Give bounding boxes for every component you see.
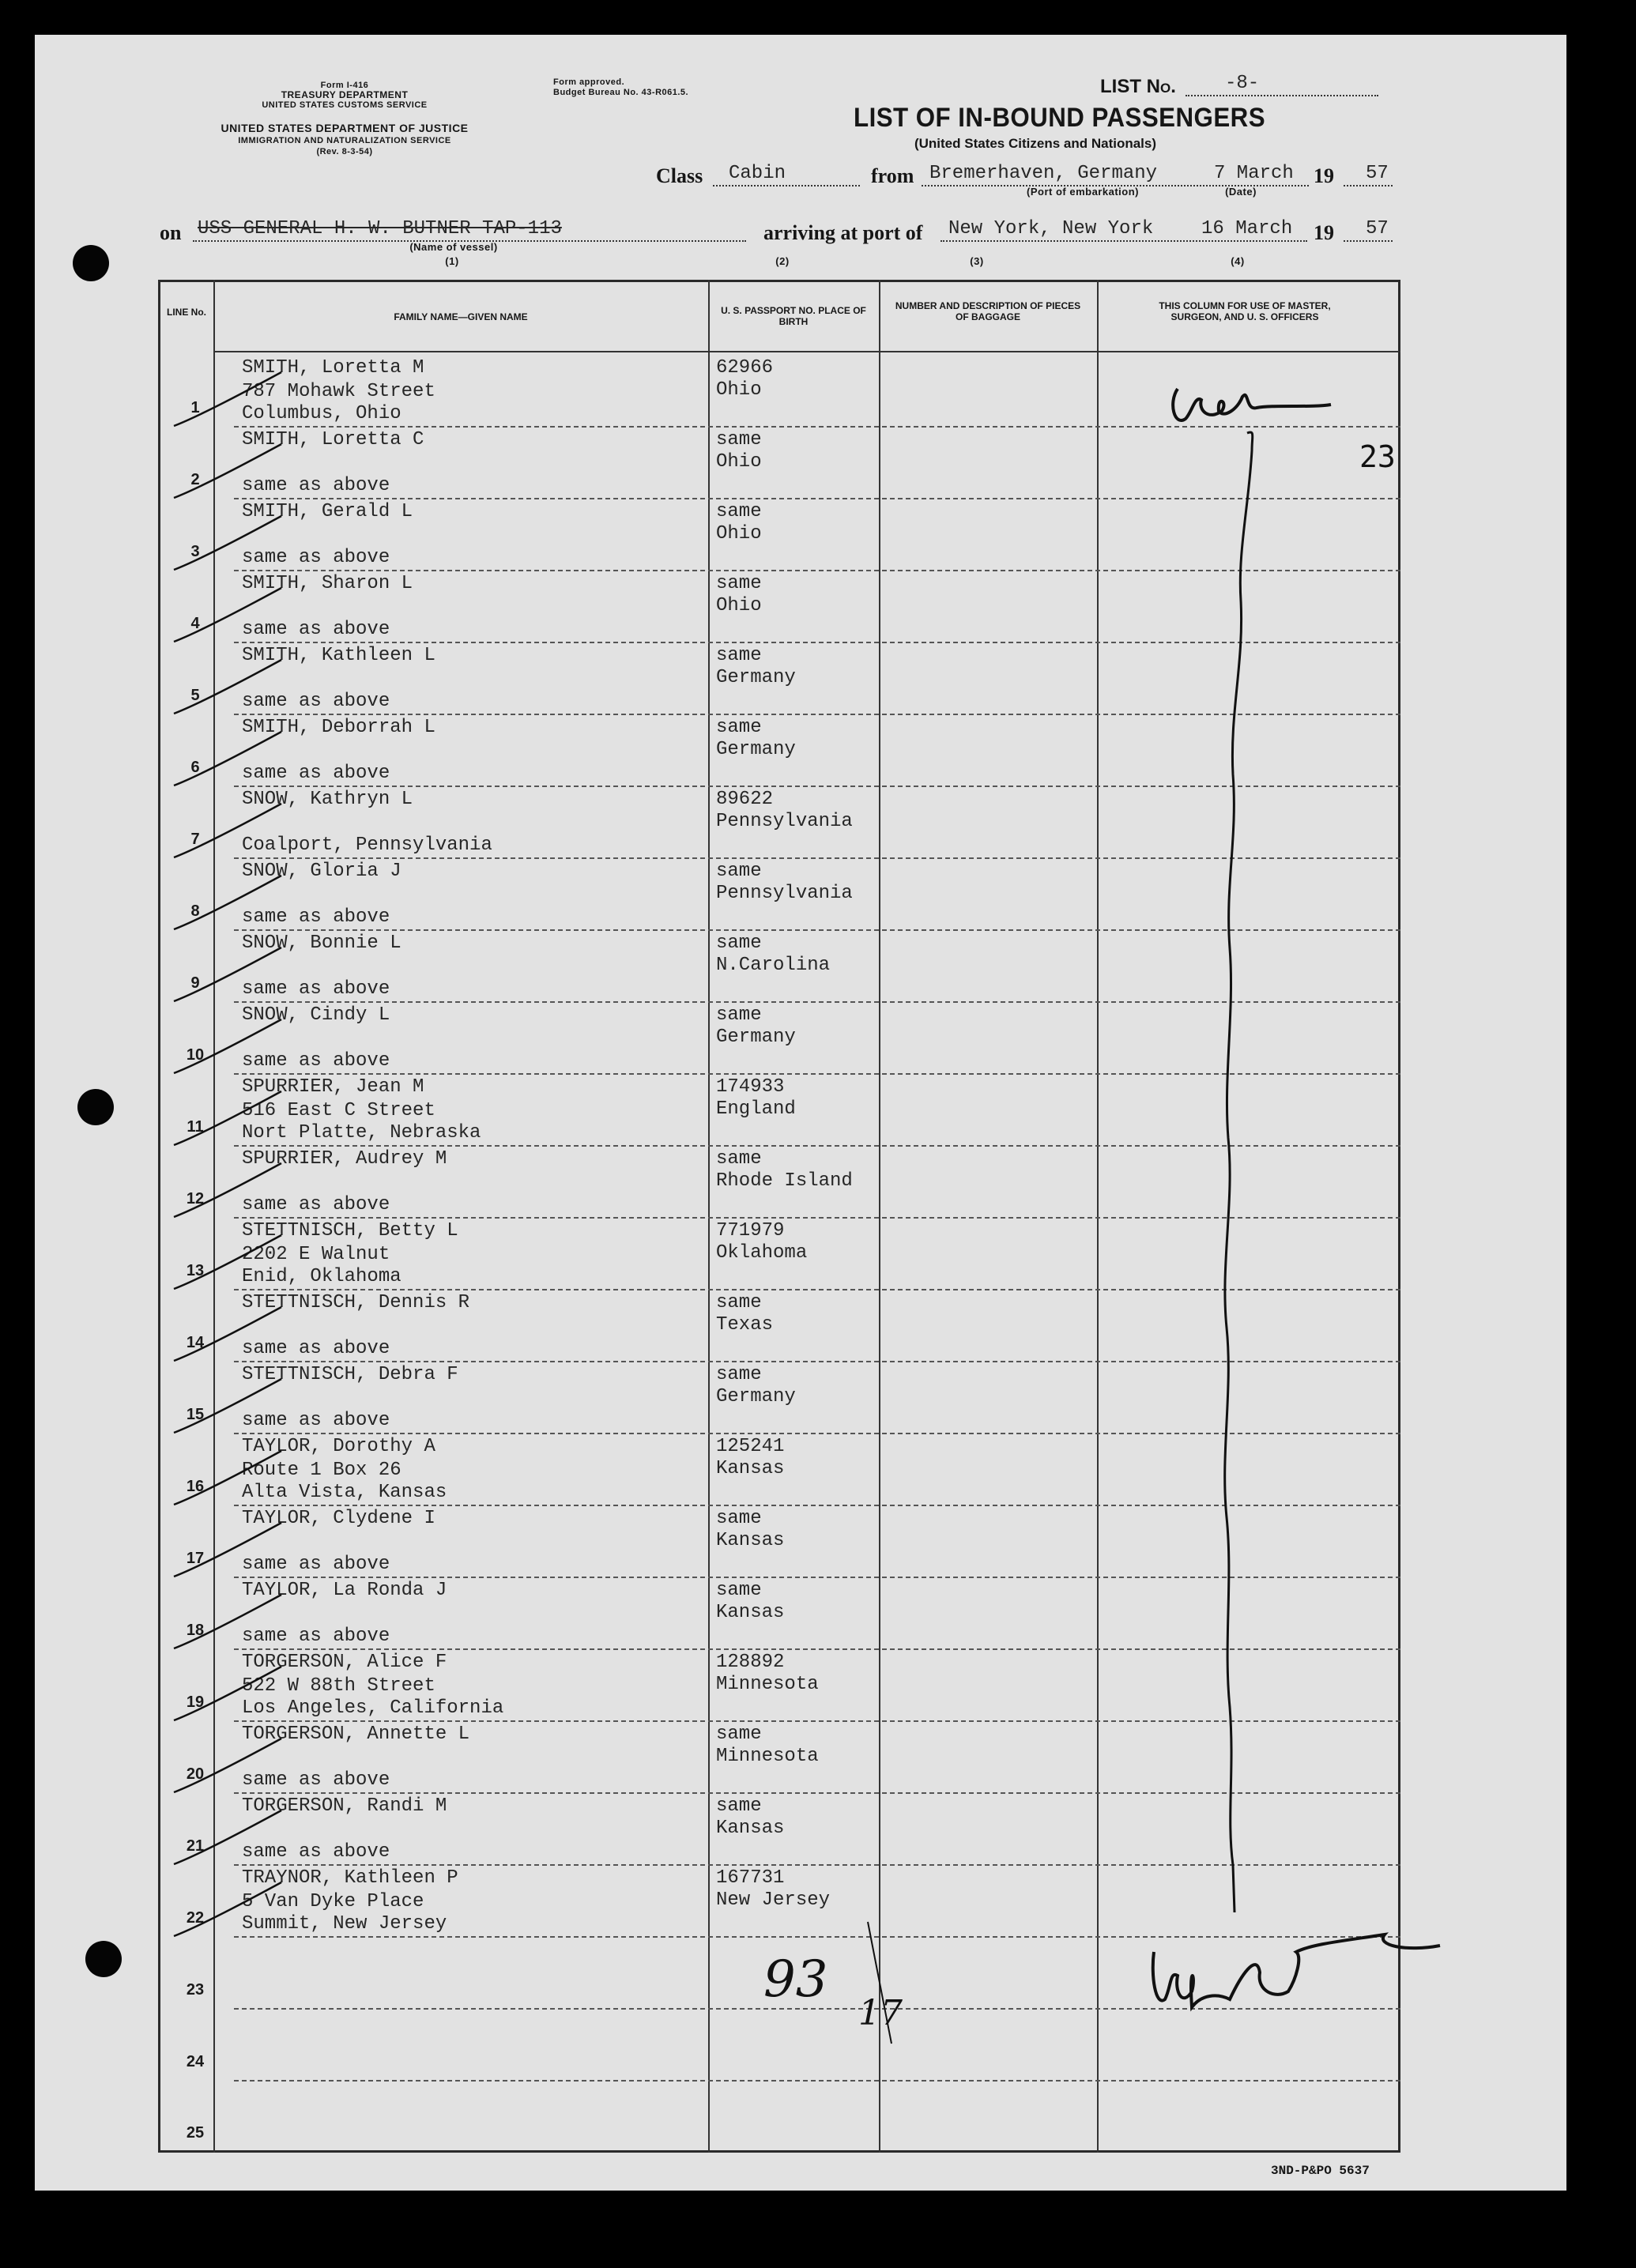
passport-number: same — [716, 1364, 762, 1385]
passenger-city: same as above — [242, 763, 390, 784]
passenger-name: TAYLOR, La Ronda J — [242, 1580, 447, 1601]
line-number: 8 — [190, 902, 200, 920]
place-of-birth: Ohio — [716, 523, 762, 544]
place-of-birth: Ohio — [716, 595, 762, 616]
passport-number: same — [716, 573, 762, 594]
passenger-address: 522 W 88th Street — [242, 1675, 435, 1697]
line-number: 15 — [186, 1406, 205, 1423]
passenger-name: STETTNISCH, Debra F — [242, 1364, 458, 1385]
place-of-birth: Kansas — [716, 1530, 785, 1551]
embarkation-caption: (Port of embarkation) — [1027, 186, 1139, 198]
passenger-name: STETTNISCH, Dennis R — [242, 1292, 470, 1313]
passenger-name: TORGERSON, Annette L — [242, 1724, 470, 1745]
passenger-name: SPURRIER, Audrey M — [242, 1148, 447, 1170]
class-label: Class — [656, 164, 703, 187]
passenger-name: SMITH, Kathleen L — [242, 645, 435, 666]
line-number: 3 — [190, 543, 200, 560]
line-number: 4 — [190, 615, 200, 632]
passenger-city: same as above — [242, 619, 390, 640]
line-number: 7 — [190, 831, 200, 848]
vessel-caption: (Name of vessel) — [409, 241, 498, 253]
passport-number: same — [716, 1795, 762, 1817]
place-of-birth: Pennsylvania — [716, 811, 853, 832]
treasury-label: TREASURY DEPARTMENT — [281, 89, 409, 100]
header-passport: U. S. PASSPORT NO. PLACE OF BIRTH — [721, 305, 866, 327]
passenger-city: same as above — [242, 547, 390, 568]
count-note: 23 — [1359, 439, 1396, 474]
passport-number: same — [716, 1580, 762, 1601]
header-name: FAMILY NAME—GIVEN NAME — [394, 311, 528, 322]
from-label: from — [871, 164, 914, 187]
place-of-birth: Oklahoma — [716, 1242, 808, 1264]
passenger-city: same as above — [242, 978, 390, 1000]
form-approved: Form approved. — [553, 77, 625, 87]
passenger-name: SNOW, Kathryn L — [242, 789, 413, 810]
col-num-1: (1) — [445, 255, 459, 267]
line-number: 13 — [186, 1262, 205, 1279]
passenger-city: same as above — [242, 475, 390, 496]
passport-number: same — [716, 645, 762, 666]
col-num-2: (2) — [775, 255, 790, 267]
customs-label: UNITED STATES CUSTOMS SERVICE — [262, 100, 428, 110]
place-of-birth: Kansas — [716, 1602, 785, 1623]
header-line-no: LINE No. — [167, 307, 206, 318]
passenger-city: same as above — [242, 906, 390, 928]
passport-number: same — [716, 861, 762, 882]
passenger-address: 2202 E Walnut — [242, 1244, 390, 1265]
passenger-city: Summit, New Jersey — [242, 1913, 447, 1935]
line-number: 14 — [186, 1334, 205, 1351]
place-of-birth: Germany — [716, 667, 796, 688]
passenger-city: same as above — [242, 1338, 390, 1359]
place-of-birth: Germany — [716, 739, 796, 760]
place-of-birth: Germany — [716, 1386, 796, 1407]
on-label: on — [160, 221, 182, 244]
ins-label: IMMIGRATION AND NATURALIZATION SERVICE — [238, 136, 451, 145]
passenger-name: SNOW, Cindy L — [242, 1004, 390, 1026]
passenger-city: Coalport, Pennsylvania — [242, 834, 492, 856]
passport-number: 89622 — [716, 789, 774, 810]
passenger-name: SMITH, Deborrah L — [242, 717, 435, 738]
line-number: 18 — [186, 1622, 205, 1639]
passenger-address: 516 East C Street — [242, 1100, 435, 1121]
passenger-city: same as above — [242, 1626, 390, 1647]
passport-number: same — [716, 1292, 762, 1313]
initials-mark — [1173, 389, 1331, 420]
place-of-birth: Rhode Island — [716, 1170, 853, 1192]
date-caption: (Date) — [1225, 186, 1257, 198]
justice-label: UNITED STATES DEPARTMENT OF JUSTICE — [221, 122, 469, 134]
passport-number: same — [716, 1004, 762, 1026]
passport-number: same — [716, 501, 762, 522]
arrival-port: New York, New York — [948, 218, 1154, 239]
place-of-birth: England — [716, 1098, 796, 1120]
col-num-3: (3) — [970, 255, 984, 267]
line-number: 9 — [190, 974, 200, 992]
place-of-birth: Ohio — [716, 451, 762, 473]
passenger-name: TAYLOR, Clydene I — [242, 1508, 435, 1529]
passenger-name: TRAYNOR, Kathleen P — [242, 1867, 458, 1889]
passport-number: 125241 — [716, 1436, 785, 1457]
footer-code: 3ND-P&PO 5637 — [1271, 2164, 1370, 2178]
passenger-city: same as above — [242, 1050, 390, 1072]
place-of-birth: New Jersey — [716, 1889, 831, 1911]
col-num-4: (4) — [1231, 255, 1245, 267]
passenger-name: SMITH, Gerald L — [242, 501, 413, 522]
line-number: 5 — [190, 687, 200, 704]
passport-number: 771979 — [716, 1220, 785, 1241]
place-of-birth: Minnesota — [716, 1746, 819, 1767]
form-title: LIST OF IN-BOUND PASSENGERS — [854, 103, 1266, 133]
line-number: 25 — [186, 2124, 205, 2142]
passport-number: 174933 — [716, 1076, 785, 1098]
passenger-name: TORGERSON, Randi M — [242, 1795, 447, 1817]
passenger-name: SNOW, Bonnie L — [242, 932, 401, 954]
arrival-year-prefix: 19 — [1314, 221, 1334, 244]
class-value: Cabin — [729, 163, 786, 184]
passenger-name: SMITH, Loretta M — [242, 357, 424, 379]
place-of-birth: Texas — [716, 1314, 774, 1336]
arrival-date: 16 March — [1201, 218, 1293, 239]
passport-number: same — [716, 429, 762, 450]
passport-number: 167731 — [716, 1867, 785, 1889]
passenger-name: TAYLOR, Dorothy A — [242, 1436, 435, 1457]
list-no-value: -8- — [1225, 73, 1260, 94]
place-of-birth: Kansas — [716, 1458, 785, 1479]
place-of-birth: Kansas — [716, 1818, 785, 1839]
passenger-city: same as above — [242, 1194, 390, 1215]
line-number: 1 — [190, 399, 200, 416]
passport-number: 62966 — [716, 357, 774, 379]
passenger-city: Enid, Oklahoma — [242, 1266, 401, 1287]
line-number: 12 — [186, 1190, 205, 1207]
passenger-name: SNOW, Gloria J — [242, 861, 401, 882]
line-number: 2 — [190, 471, 200, 488]
passport-number: same — [716, 932, 762, 954]
passport-number: same — [716, 717, 762, 738]
vessel-name: USS GENERAL H. W. BUTNER TAP-113 — [198, 218, 562, 239]
passport-number: 128892 — [716, 1652, 785, 1673]
header-baggage: NUMBER AND DESCRIPTION OF PIECES OF BAGGAGE — [895, 300, 1081, 322]
from-value: Bremerhaven, Germany — [929, 163, 1158, 184]
total-note: 93 — [763, 1950, 828, 2009]
place-of-birth: Ohio — [716, 379, 762, 401]
passenger-name: STETTNISCH, Betty L — [242, 1220, 458, 1241]
arriving-label: arriving at port of — [763, 221, 923, 244]
passenger-name: SMITH, Loretta C — [242, 429, 424, 450]
total-note-sub: 17 — [858, 1993, 903, 2033]
place-of-birth: N.Carolina — [716, 955, 831, 976]
place-of-birth: Minnesota — [716, 1674, 819, 1695]
line-number: 10 — [186, 1046, 205, 1064]
passport-number: same — [716, 1508, 762, 1529]
passenger-city: same as above — [242, 1554, 390, 1575]
line-number: 22 — [186, 1909, 205, 1927]
form-subtitle: (United States Citizens and Nationals) — [914, 136, 1157, 151]
passenger-city: same as above — [242, 1769, 390, 1791]
passport-number: same — [716, 1148, 762, 1170]
passenger-address: 5 Van Dyke Place — [242, 1891, 424, 1912]
line-number: 11 — [187, 1118, 204, 1136]
arrival-year: 57 — [1366, 218, 1389, 239]
passenger-name: SMITH, Sharon L — [242, 573, 413, 594]
passenger-address: Route 1 Box 26 — [242, 1460, 401, 1481]
passenger-city: same as above — [242, 691, 390, 712]
year-prefix: 19 — [1314, 164, 1334, 187]
form-number: Form I-416 — [320, 81, 369, 90]
passenger-city: Columbus, Ohio — [242, 403, 401, 424]
line-number: 17 — [186, 1550, 205, 1567]
signature-mark — [1153, 1935, 1440, 2007]
ditto-line — [1225, 432, 1253, 1912]
header-officers: THIS COLUMN FOR USE OF MASTER, SURGEON, AND U. S. OFFICERS — [1159, 300, 1331, 322]
passenger-city: Alta Vista, Kansas — [242, 1482, 447, 1503]
passenger-city: same as above — [242, 1410, 390, 1431]
passenger-name: TORGERSON, Alice F — [242, 1652, 447, 1673]
line-number: 21 — [186, 1837, 205, 1855]
place-of-birth: Germany — [716, 1027, 796, 1048]
line-number: 20 — [186, 1765, 205, 1783]
revision-label: (Rev. 8-3-54) — [316, 147, 373, 156]
passenger-city: Nort Platte, Nebraska — [242, 1122, 481, 1143]
line-number: 16 — [186, 1478, 205, 1495]
passenger-address: 787 Mohawk Street — [242, 381, 435, 402]
line-number: 23 — [186, 1981, 205, 1999]
passenger-city: same as above — [242, 1841, 390, 1863]
departure-date: 7 March — [1214, 163, 1294, 184]
place-of-birth: Pennsylvania — [716, 883, 853, 904]
departure-year: 57 — [1366, 163, 1389, 184]
budget-bureau: Budget Bureau No. 43-R061.5. — [553, 88, 689, 97]
line-number: 6 — [190, 759, 200, 776]
line-number: 19 — [186, 1693, 205, 1711]
passport-number: same — [716, 1724, 762, 1745]
passenger-city: Los Angeles, California — [242, 1697, 504, 1719]
list-no-label: LIST No. — [1100, 76, 1176, 97]
line-number: 24 — [186, 2053, 205, 2070]
passenger-name: SPURRIER, Jean M — [242, 1076, 424, 1098]
